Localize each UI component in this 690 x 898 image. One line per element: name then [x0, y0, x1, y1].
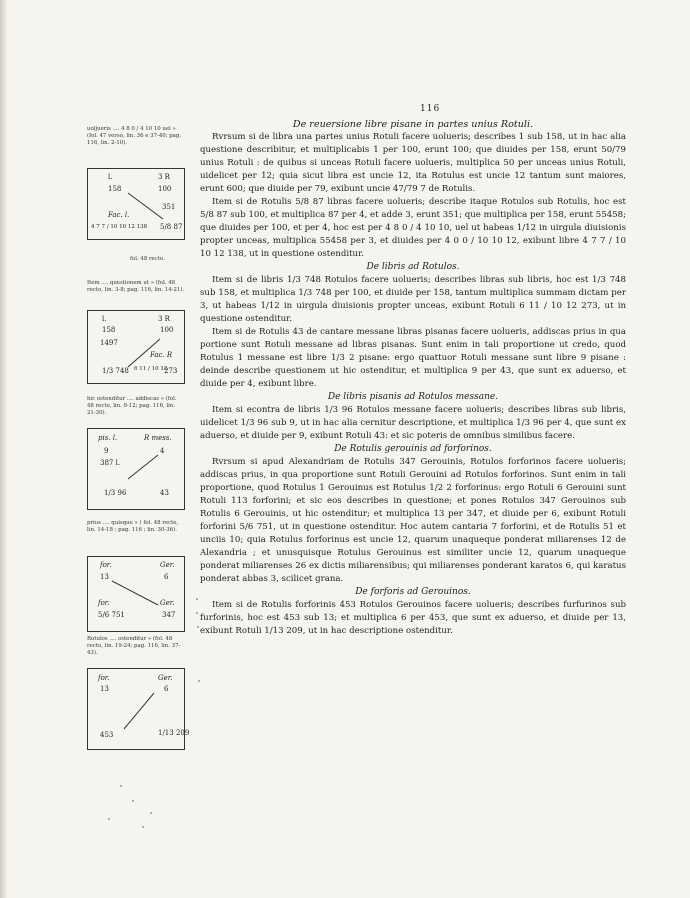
page-edge: [0, 0, 8, 898]
section-heading: De libris ad Rotulos.: [366, 262, 460, 272]
diagram-label: l.: [108, 173, 113, 181]
margin-note-text: fol. 48 recto.: [130, 256, 165, 262]
diagram-label: for.: [98, 599, 110, 607]
diagram-label: for.: [100, 561, 112, 569]
diagram-label: Fac. l.: [108, 211, 130, 219]
ink-speck: [197, 626, 199, 628]
diagram-value: 347: [162, 611, 176, 619]
diagram-value: 5/6 751: [98, 611, 125, 619]
diagram-box: [87, 556, 185, 632]
paragraph: Item si de Rotulis 5/8 87 libras facere uolueris; describe itaque Rotulos sub Rotulis, hoc est 5/8 87 sub 100, et multiplica 87 per 4, et adde 3, erunt 351; que multiplica per 158, erunt 55458; que diuides per 100, et per 4, hoc est per 4 8 0 / 4 10 10, uel ut habeas 1/12 in uirgula diuisionis propter unceas, multiplica 55458 per 3, et diuides per 4 0 0 / 10 10 12, exibunt libre 4 7 7 / 10 10 12 138, ut in questione ostenditur.: [200, 197, 626, 259]
margin-note: [87, 396, 185, 417]
ink-speck: [150, 812, 152, 814]
diagram-value: 6 11 / 10 12: [134, 366, 168, 372]
paragraph: Item si econtra de libris 1/3 96 Rotulos messane facere uolueris; describes libras sub libris, uidelicet 1/3 96 sub 9, ut in hac alia cernitur descriptione, et multiplica 1/3 96 per 4, que sunt ex aduerso, et diuide per 9, exibunt Rotuli 43: et sic poteris de omnibus similibus facere.: [200, 405, 626, 441]
diagram-box: [87, 668, 190, 750]
diagram-value: 100: [160, 326, 174, 334]
diagram-value: 1/3 748: [102, 367, 129, 375]
margin-note-text: Rotulos .... ostenditur » (fol. 48 recto, lin. 19-24; pag. 116, lin. 37-43).: [87, 636, 181, 656]
diagram-value: 6: [164, 685, 169, 693]
diagram-value: 158: [108, 185, 122, 193]
section-heading: De Rotulis gerouinis ad forforinos.: [334, 444, 492, 454]
diagram-label: l.: [102, 315, 107, 323]
diagram-label: Ger.: [158, 674, 173, 682]
diagram-label: 3 R: [158, 173, 170, 181]
diagram-value: 1/13 209: [158, 729, 190, 737]
diagram-value: 4: [160, 447, 165, 455]
diagram-value: 6: [164, 573, 169, 581]
margin-note: [87, 280, 185, 294]
paragraph: Item si de Rotulis 43 de cantare messane libras pisanas facere uolueris, addiscas prius in qua portione sunt Rotuli messane ad libras pisanas. Sunt enim in tali proportione ut credo, quod Rotulus 1 messane est libre 1/3 2 pisane: ergo quattuor Rotuli messane sunt libre 9 pisane : deinde describe questionem ut hic ostenditur, et multiplica 9 per 43, que sunt ex aduerso, et diuide per 4, exibunt libre.: [200, 327, 626, 389]
paragraph: Item si de libris 1/3 748 Rotulos facere uolueris; describes libras sub libris, hoc est 1/3 748 sub 158, et multiplica 1/3 748 per 100, et diuide per 158, tantum multiplica summam dictam per 3, ut habeas 1/12 in uirgula diuisionis propter unceas, exibunt Rotuli 6 11 / 10 12 273, ut in questione ostenditur.: [200, 275, 626, 324]
ink-speck: [132, 800, 134, 802]
diagram-value: 4 7 7 / 10 10 12 138: [91, 224, 148, 230]
margin-note: [87, 126, 185, 147]
section-heading: De libris pisanis ad Rotulos messane.: [327, 392, 499, 402]
margin-note-text: hic ostenditur .... addiscas » (fol. 48 recto, lin. 9-12; pag. 116, lin. 21-30).: [87, 396, 177, 416]
diagram-label: Ger.: [160, 599, 175, 607]
diagram-value: 387 l.: [100, 459, 121, 467]
diagram-label: 3 R: [158, 315, 170, 323]
page-number: 116: [420, 104, 441, 114]
margin-note-text: prius .... quisque » ( fol. 48 recto, lin. 14-18 ; pag. 116 ; lin. 30-36).: [87, 520, 179, 533]
ink-speck: [198, 680, 200, 682]
section-heading: De forforis ad Gerouinos.: [355, 587, 471, 597]
diagram-box: [87, 310, 185, 384]
diagram-box: [87, 168, 185, 240]
margin-note: [130, 256, 190, 263]
diagram-value: 1497: [100, 339, 118, 347]
ink-speck: [196, 598, 198, 600]
diagram-value: 13: [100, 573, 109, 581]
diagram-value: 351: [162, 203, 176, 211]
margin-note-text: uoljueris .... 4 8 0 / 4 10 10 uel » (fol. 47 verso, lin. 36 e 37-40; pag. 116, lin. 2-10).: [87, 126, 182, 146]
paragraph: Rvrsum si apud Alexandriam de Rotulis 347 Gerouinis, Rotulos forforinos facere uolueris; addiscas prius, in qua proportione sunt Rotuli Gerouini ad Rotulos forforinos. Sunt enim in tali proportione, quod Rotulus 1 Gerouinus est Rotulus 1/2 2 forforinus: ergo Rotuli 6 Gerouini sunt Rotuli 113 forforini; et sic eos describes in questione; et pones Rotulos 347 Gerouinos sub Rotulis 6 Gerouinis, ut hic ostenditur; et multiplica 13 per 347, et diuide per 6, exibunt Rotuli forforini 5/6 751, ut in questione ostenditur. Hoc autem cantaria 7 forforini, et de Rotulis 51 et unciis 10; quia Rotulus forforinus est uncie 12, quarum unaqueque ponderat miliarenses 12 de Alexandria ; et unusquisque Rotulus Gerouinus est similiter uncie 12, quarum unaqueque ponderat miliarenses 26 ex dictis miliarensibus; qui miliarenses ponderant karatos 6, qui karatus ponderat abbas 3, scilicet grana.: [200, 457, 626, 584]
diagram-value: 9: [104, 447, 109, 455]
diagram-label: Fac. R: [150, 351, 173, 359]
diagram-value: 273: [164, 367, 178, 375]
diagram-value: 158: [102, 326, 116, 334]
ink-speck: [108, 818, 110, 820]
ink-speck: [196, 612, 198, 614]
diagram-box: [87, 428, 185, 510]
diagram-value: 13: [100, 685, 109, 693]
diagram-value: 100: [158, 185, 172, 193]
ink-speck: [142, 826, 144, 828]
paragraph: Rvrsum si de libra una partes unius Rotuli facere uolueris; describes 1 sub 158, ut in hac alia questione describitur, et multiplicabis 1 per 100, erunt 100; que diuides per 158, erunt 50/79 unius Rotuli : de quibus si unceas Rotuli facere uolueris, multiplica 50 per unceas unius Rotuli, uidelicet per 12; quia sicut libra est uncie 12, ita Rotulus est uncie 12 tantum sunt maiores, erunt 600; que diuide per 79, exibunt uncie 47/79 7 de Rotulis.: [200, 132, 626, 194]
diagram-value: 453: [100, 731, 114, 739]
diagram-label: for.: [98, 674, 110, 682]
ink-speck: [120, 785, 122, 787]
margin-note-text: Item .... questionem ut » (fol. 48 recto, lin. 3-8; pag. 116, lin. 14-21).: [87, 280, 185, 293]
diagram-value: 5/8 87: [160, 223, 183, 231]
main-text: [200, 118, 626, 638]
diagram-label: Ger.: [160, 561, 175, 569]
section-heading: De reuersione libre pisane in partes unius Rotuli.: [292, 119, 534, 130]
margin-note: [87, 520, 185, 534]
diagram-value: 1/3 96: [104, 489, 127, 497]
paragraph: Item si de Rotulis forforinis 453 Rotulos Gerouinos facere uolueris; describes furfurinos sub furforinis, hoc est 453 sub 13; et multiplica 6 per 453, que sunt ex aduerso, et diuide per 13, exibunt Rotuli 1/13 209, ut in hac descriptione ostenditur.: [200, 600, 626, 636]
diagram-label: pis. l.: [98, 434, 118, 442]
diagram-label: R mess.: [144, 434, 172, 442]
diagram-value: 43: [160, 489, 169, 497]
margin-note: [87, 636, 185, 657]
